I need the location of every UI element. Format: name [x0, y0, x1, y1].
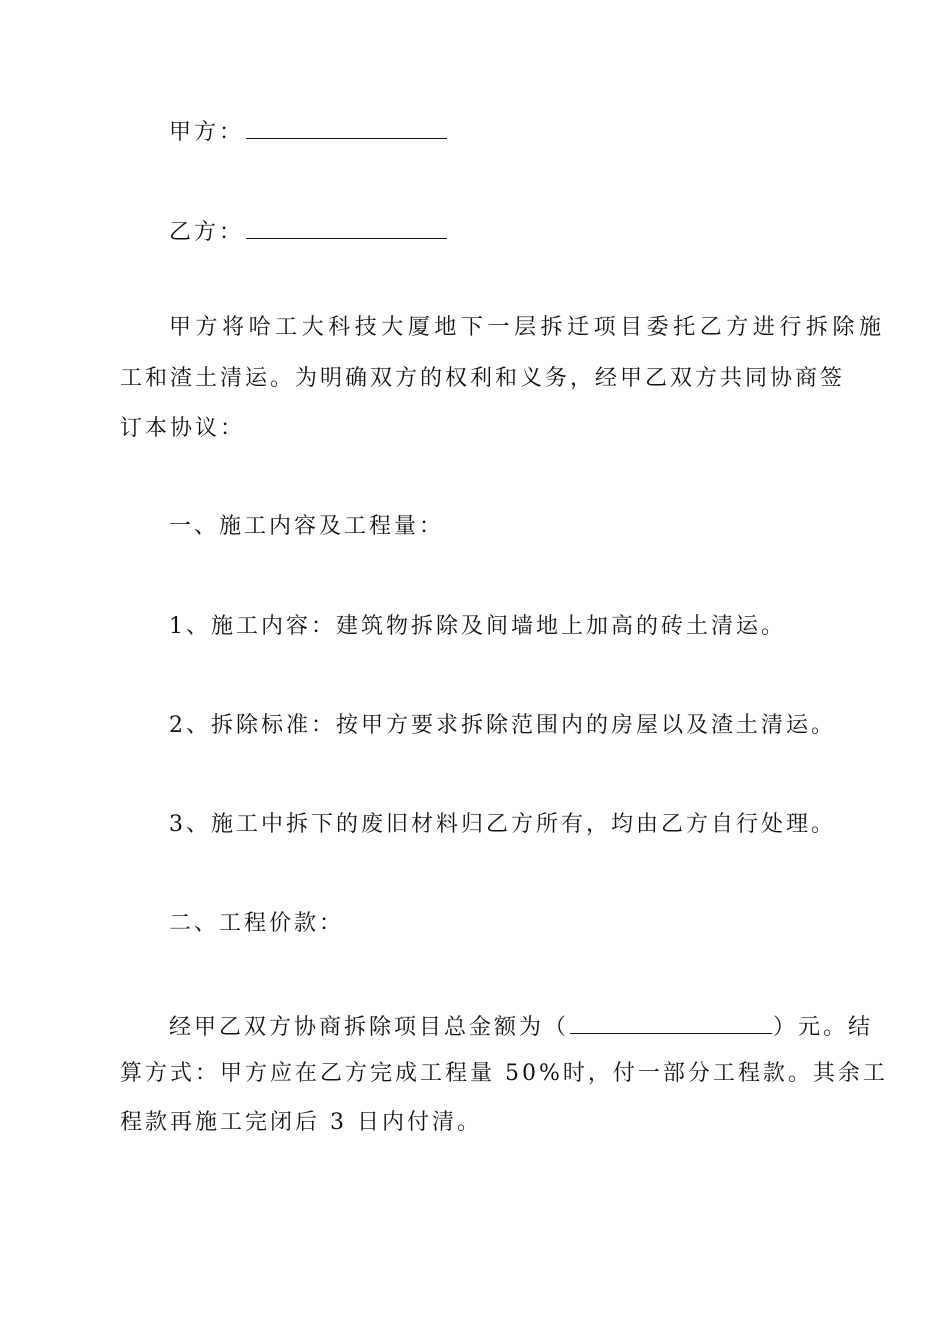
section2-line-3: 程款再施工完闭后 3 日内付清。 [120, 1110, 482, 1135]
party-a-line [120, 118, 884, 144]
amount-prefix: 经甲乙双方协商拆除项目总金额为（ [169, 1015, 570, 1040]
intro-line-2: 工和渣土清运。为明确双方的权利和义务，经甲乙双方共同协商签 [120, 366, 846, 391]
intro-line-3: 订本协议： [120, 416, 246, 441]
intro-line-1: 甲方将哈工大科技大厦地下一层拆迁项目委托乙方进行拆除施 [169, 315, 884, 340]
section2-line-2: 算方式：甲方应在乙方完成工程量 50%时，付一部分工程款。其余工 [120, 1061, 888, 1086]
section1-item-1: 1、施工内容：建筑物拆除及间墙地上加高的砖土清运。 [169, 614, 786, 639]
party-b-blank[interactable] [246, 218, 447, 239]
section1-item-2: 2、拆除标准：按甲方要求拆除范围内的房屋以及渣土清运。 [169, 713, 836, 738]
party-a-label: 甲方： [169, 120, 245, 145]
section1-heading: 一、施工内容及工程量： [169, 514, 445, 539]
party-a-blank[interactable] [246, 118, 447, 139]
amount-blank[interactable] [570, 1013, 772, 1034]
section1-item-3: 3、施工中拆下的废旧材料归乙方所有，均由乙方自行处理。 [169, 812, 836, 837]
party-b-line [120, 218, 884, 244]
section2-line-1 [120, 1013, 884, 1039]
amount-suffix: ）元。结 [773, 1015, 874, 1040]
section2-heading: 二、工程价款： [169, 911, 345, 936]
party-b-label: 乙方： [169, 220, 245, 245]
